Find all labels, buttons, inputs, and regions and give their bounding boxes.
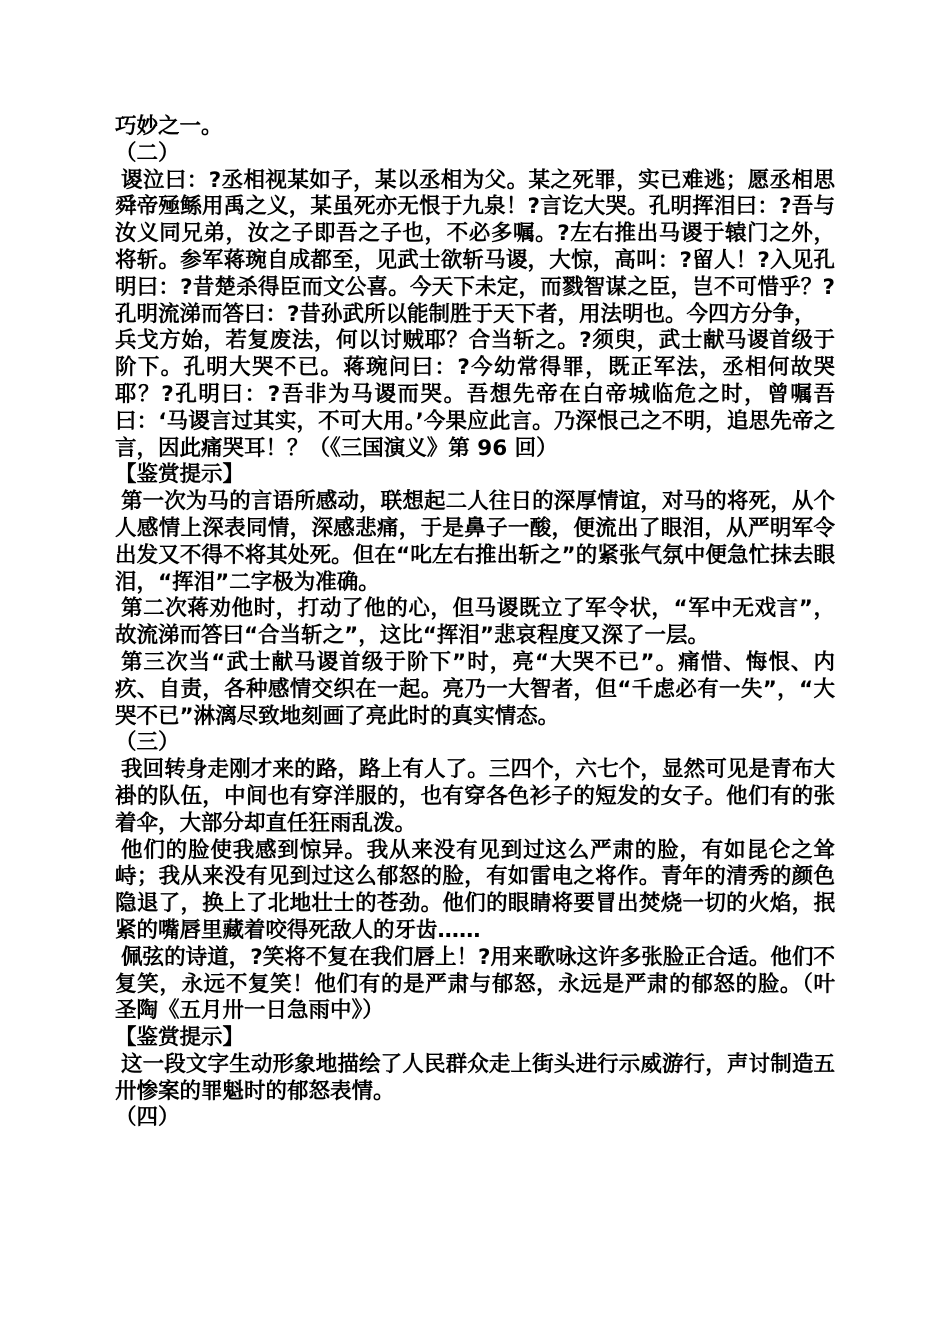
- paragraph-rain-one: 我回转身走刚才来的路，路上有人了。三四个，六七个，显然可见是青布大褂的队伍，中间也有穿洋服的，也有穿各色衫子的短发的女子。他们有的张着伞，大部分却直任狂雨乱泼。: [115, 757, 835, 836]
- document-body: [115, 114, 835, 1132]
- paragraph-excerpt-part1: 谡泣曰：?丞相视某如子，某以丞相为父。某之死罪，实已难逃；愿丞相思舜帝殛鲧用禹之义，某虽死亦无恨于九泉！?言讫大哭。孔明挥泪曰：?吾与汝义同兄弟，汝之子即吾之子也，不必多嘱。?左右推出马谡于辕门之外，将斩。参军蒋琬自成都至，见武士欲斩马谡，大惊，高叫：?留人！?入见孔明曰：?昔楚杀得臣而文公喜。今天下未定，而戮智谋之臣，岂不可惜乎？?孔明流涕而答曰：?昔孙武所以能制胜于天下者，用法明也。今四方分争，: [115, 167, 835, 327]
- paragraph-tip-first: 第一次为马的言语所感动，联想起二人往日的深厚情谊，对马的将死，从个人感情上深表同情，深感悲痛，于是鼻子一酸，便流出了眼泪，从严明军令出发又不得不将其处死。但在“叱左右推出斩之”的紧张气氛中便急忙抹去眼泪，“挥泪”二字极为准确。: [115, 489, 835, 595]
- section-heading-three: （三）: [115, 730, 180, 756]
- appreciation-tip-heading-2: 【鉴赏提示】: [115, 1025, 245, 1051]
- paragraph-excerpt-part2: 兵戈方始，若复废法，何以讨贼耶？合当斩之。?须臾，武士献马谡首级于阶下。孔明大哭不已。蒋琬问曰：?今幼常得罪，既正军法，丞相何故哭耶？?孔明曰：?吾非为马谡而哭。吾想先帝在白帝城临危之时，曾嘱吾曰：‘马谡言过其实，不可大用。’今果应此言。乃深恨己之不明，追思先帝之言，因此痛哭耳！？（《三国演义》第 96 回）: [115, 328, 835, 461]
- paragraph-tip-third: 第三次当“武士献马谡首级于阶下”时，亮“大哭不已”。痛惜、悔恨、内疚、自责，各种感情交织在一起。亮乃一大智者，但“千虑必有一失”，“大哭不已”淋漓尽致地刻画了亮此时的真实情态。: [115, 649, 835, 729]
- paragraph-rain-three: 佩弦的诗道，?笑将不复在我们唇上！?用来歌咏这许多张脸正合适。他们不复笑，永远不复笑！他们有的是严肃与郁怒，永远是严肃的郁怒的脸。（叶圣陶《五月卅一日急雨中》）: [115, 944, 835, 1024]
- paragraph-tip-rain: 这一段文字生动形象地描绘了人民群众走上街头进行示威游行，声讨制造五卅惨案的罪魁时的郁怒表情。: [115, 1051, 835, 1104]
- paragraph-tip-second: 第二次蒋劝他时，打动了他的心，但马谡既立了军令状，“军中无戏言”，故流涕而答曰“合当斩之”，这比“挥泪”悲哀程度又深了一层。: [115, 596, 835, 649]
- section-heading-four: （四）: [115, 1105, 180, 1131]
- appreciation-tip-heading: 【鉴赏提示】: [115, 462, 245, 488]
- paragraph-rain-two: 他们的脸使我感到惊异。我从来没有见到过这么严肃的脸，有如昆仑之耸峙；我从来没有见到过这么郁怒的脸，有如雷电之将作。青年的清秀的颜色隐退了，换上了北地壮士的苍劲。他们的眼睛将要冒出焚烧一切的火焰，抿紧的嘴唇里藏着咬得死敌人的牙齿……: [115, 837, 835, 943]
- section-heading-two: （二）: [115, 140, 180, 166]
- paragraph-intro-tail: 巧妙之一。: [115, 114, 223, 139]
